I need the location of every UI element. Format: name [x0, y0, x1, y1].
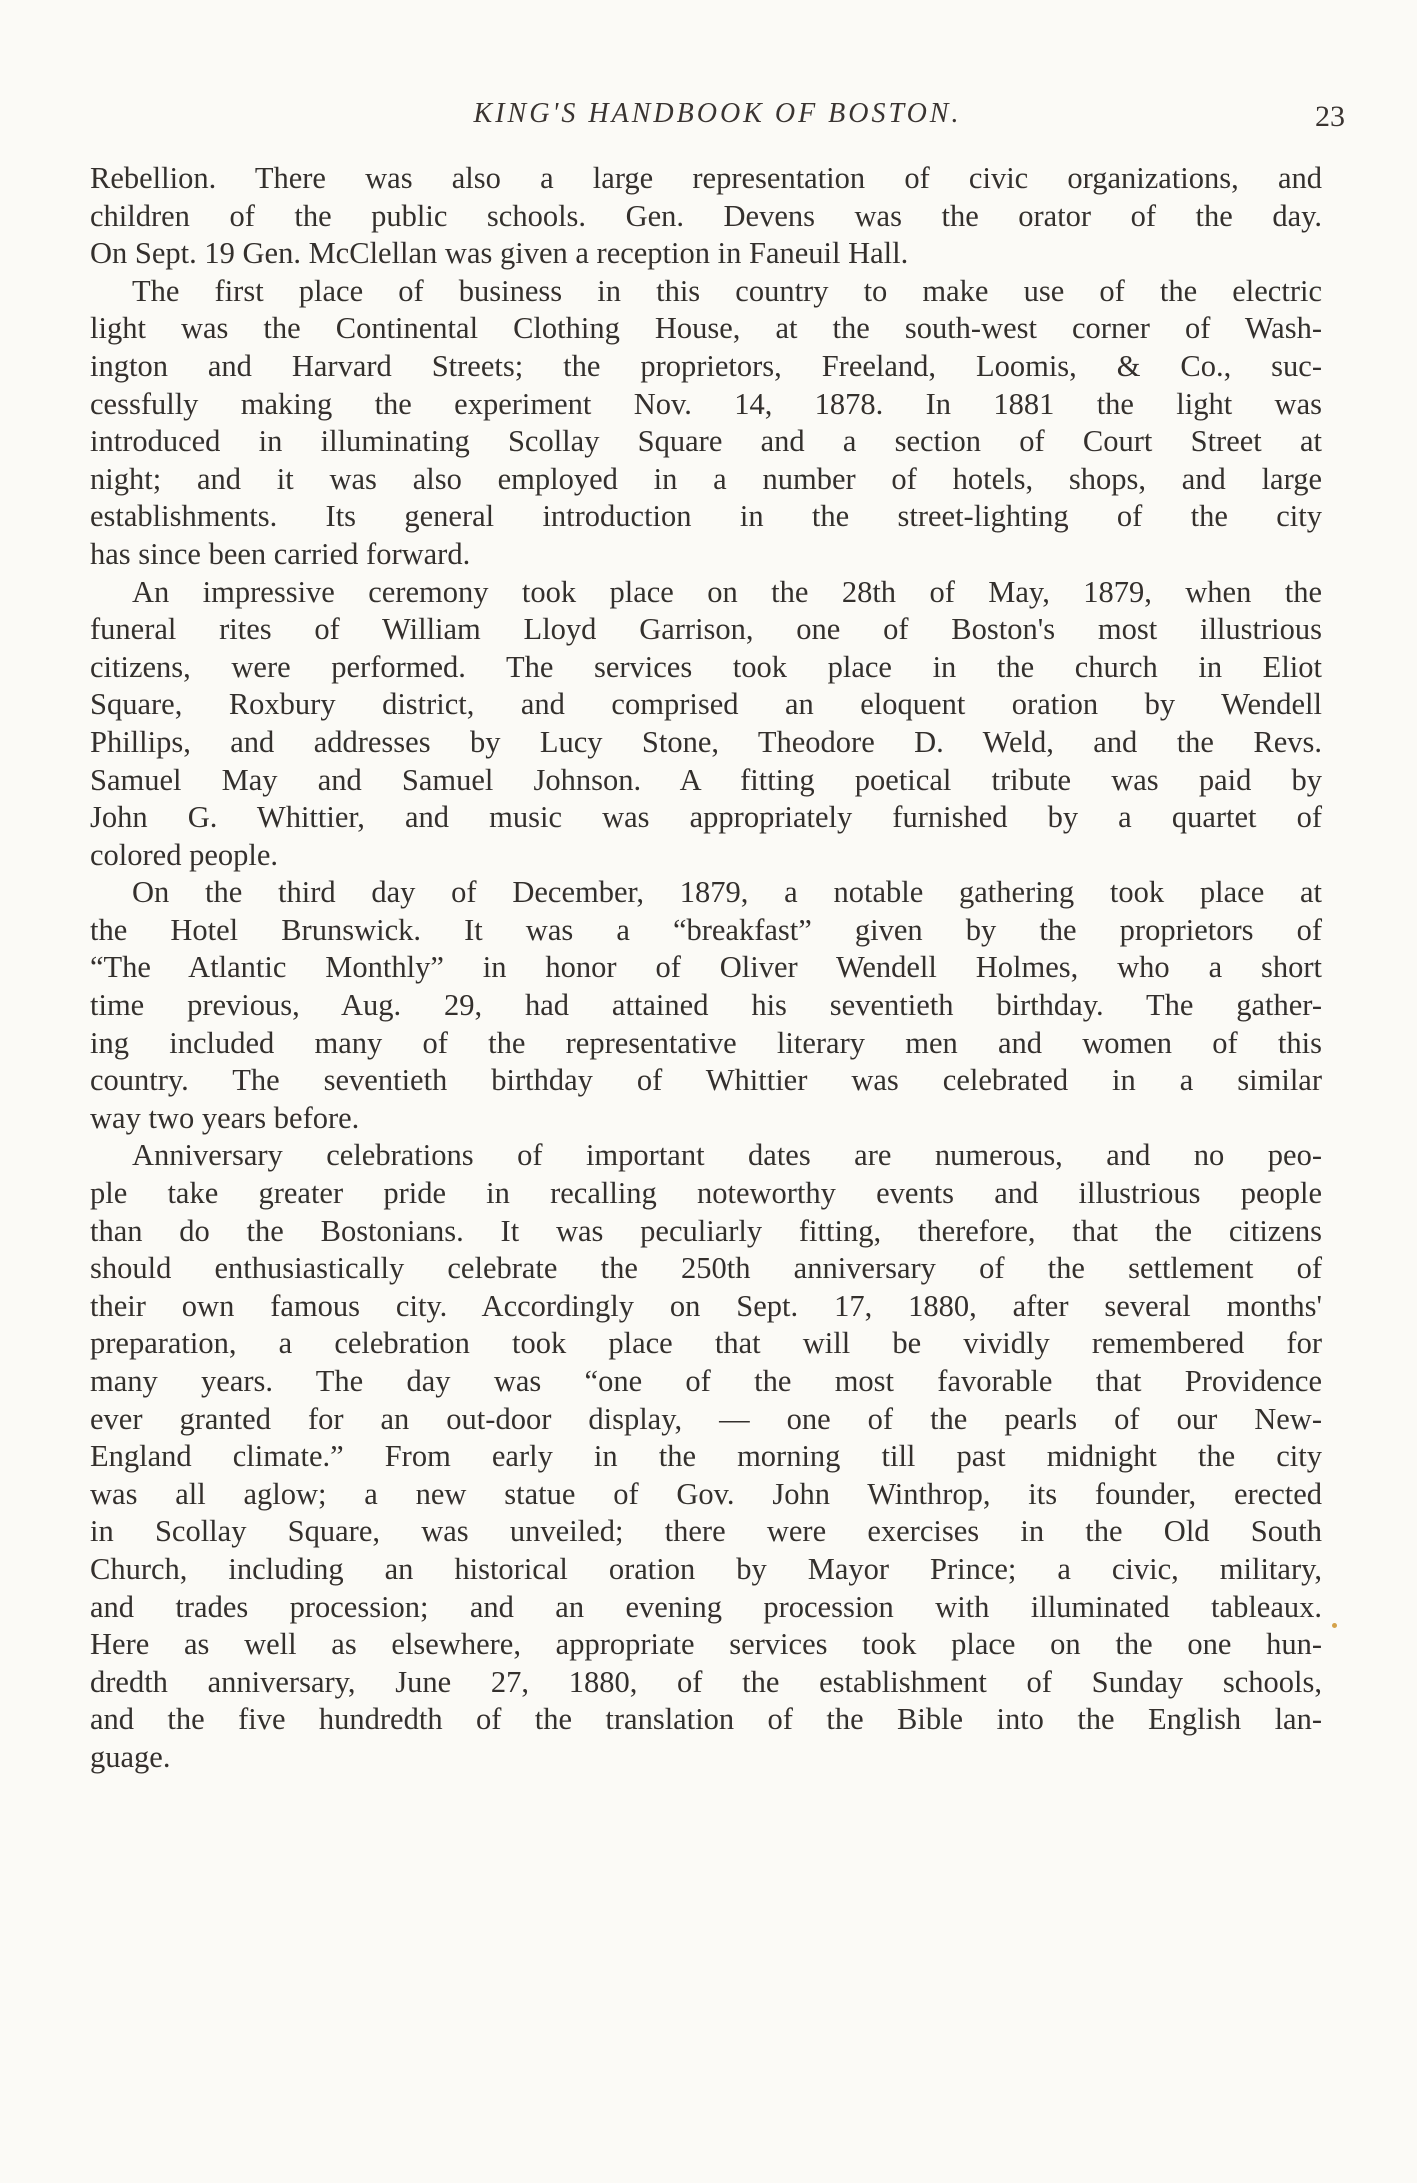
text-line: ing included many of the representative literary men and women of this — [90, 1025, 1322, 1060]
text-line: guage. — [90, 1739, 171, 1774]
text-line: time previous, Aug. 29, had attained his seventieth birthday. The gather- — [90, 988, 1322, 1023]
text-line: Square, Roxbury district, and comprised an eloquent oration by Wendell — [90, 687, 1322, 722]
text-line: Church, including an historical oration by Mayor Prince; a civic, military, — [90, 1551, 1322, 1586]
text-line: colored people. — [90, 837, 279, 872]
paragraph-start-line: The first place of business in this country to make use of the electric — [132, 273, 1322, 308]
text-line: children of the public schools. Gen. Devens was the orator of the day. — [90, 198, 1322, 233]
text-line: dredth anniversary, June 27, 1880, of the establishment of Sunday schools, — [90, 1664, 1322, 1699]
text-line: night; and it was also employed in a number of hotels, shops, and large — [90, 461, 1322, 496]
text-line: Samuel May and Samuel Johnson. A fitting poetical tribute was paid by — [90, 762, 1322, 797]
text-line: introduced in illuminating Scollay Square and a section of Court Street at — [90, 424, 1322, 459]
paragraph-start-line: On the third day of December, 1879, a notable gathering took place at — [132, 875, 1322, 910]
text-line: citizens, were performed. The services took place in the church in Eliot — [90, 649, 1322, 684]
text-line: ington and Harvard Streets; the proprietors, Freeland, Loomis, & Co., suc- — [90, 348, 1322, 383]
text-line: establishments. Its general introduction in the street-lighting of the city — [90, 499, 1322, 534]
text-line: way two years before. — [90, 1100, 360, 1135]
text-line: funeral rites of William Lloyd Garrison, one of Boston's most illustrious — [90, 612, 1322, 647]
text-line: many years. The day was “one of the most favorable that Providence — [90, 1364, 1322, 1398]
text-line: preparation, a celebration took place that will be vividly remembered for — [90, 1326, 1322, 1361]
text-line: Here as well as elsewhere, appropriate services took place on the one hun- — [90, 1627, 1322, 1662]
text-line: On Sept. 19 Gen. McClellan was given a reception in Faneuil Hall. — [90, 236, 909, 271]
body-text — [90, 160, 1322, 1777]
paragraph-start-line: An impressive ceremony took place on the 28th of May, 1879, when the — [132, 574, 1322, 609]
page-number: 23 — [1315, 100, 1345, 133]
text-line: was all aglow; a new statue of Gov. John Winthrop, its founder, erected — [90, 1476, 1322, 1511]
text-line: John G. Whittier, and music was appropriately furnished by a quartet of — [90, 800, 1322, 835]
running-head — [90, 98, 1345, 142]
text-line: country. The seventieth birthday of Whittier was celebrated in a similar — [90, 1063, 1322, 1098]
text-line: cessfully making the experiment Nov. 14, 1878. In 1881 the light was — [90, 386, 1322, 421]
text-line: Rebellion. There was also a large representation of civic organizations, and — [90, 161, 1322, 195]
margin-mark — [1332, 1623, 1337, 1628]
text-line: England climate.” From early in the morning till past midnight the city — [90, 1439, 1322, 1474]
text-line: in Scollay Square, was unveiled; there were exercises in the Old South — [90, 1514, 1322, 1549]
text-line: and trades procession; and an evening procession with illuminated tableaux. — [90, 1589, 1322, 1624]
text-line: “The Atlantic Monthly” in honor of Oliver Wendell Holmes, who a short — [90, 950, 1322, 985]
text-line: Phillips, and addresses by Lucy Stone, Theodore D. Weld, and the Revs. — [90, 724, 1322, 759]
text-line: has since been carried forward. — [90, 536, 471, 571]
text-line: their own famous city. Accordingly on Sept. 17, 1880, after several months' — [90, 1288, 1322, 1323]
paragraph-start-line: Anniversary celebrations of important dates are numerous, and no peo- — [132, 1138, 1322, 1173]
running-title: KING'S HANDBOOK OF BOSTON. — [473, 98, 962, 129]
text-line: the Hotel Brunswick. It was a “breakfast” given by the proprietors of — [90, 912, 1322, 947]
text-line: light was the Continental Clothing House, at the south-west corner of Wash- — [90, 311, 1322, 346]
text-line: ple take greater pride in recalling noteworthy events and illustrious people — [90, 1176, 1322, 1211]
text-line: should enthusiastically celebrate the 250th anniversary of the settlement of — [90, 1251, 1322, 1286]
text-line: than do the Bostonians. It was peculiarly fitting, therefore, that the citizens — [90, 1213, 1322, 1248]
text-line: ever granted for an out-door display, — one of the pearls of our New- — [90, 1401, 1322, 1436]
text-line: and the five hundredth of the translation of the Bible into the English lan- — [90, 1702, 1322, 1737]
